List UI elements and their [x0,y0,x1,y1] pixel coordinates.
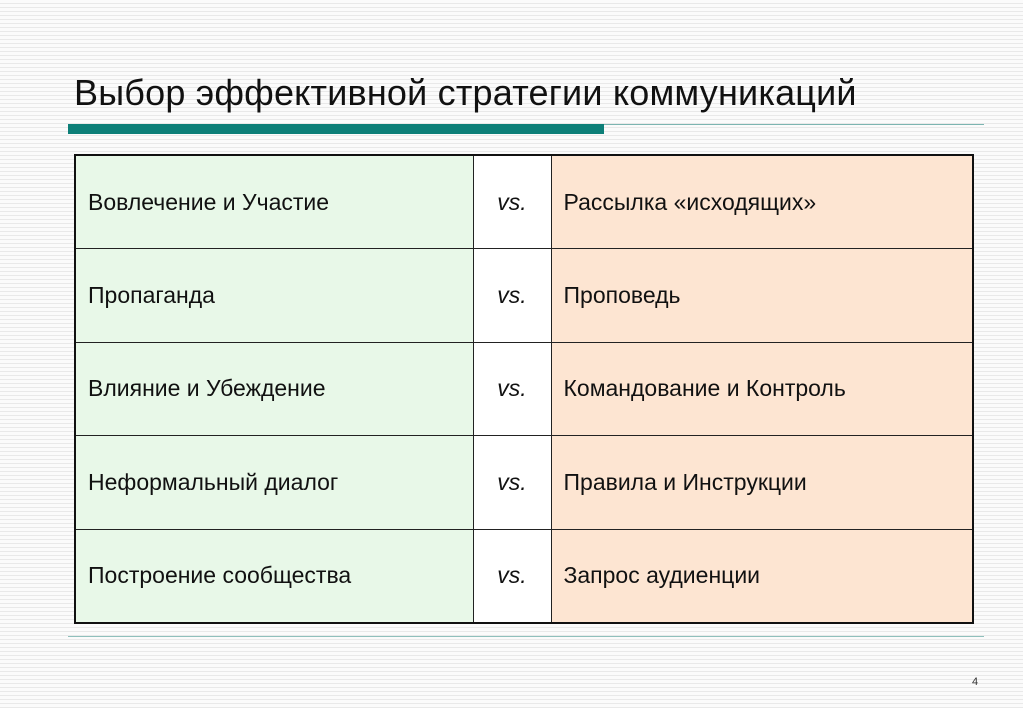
right-cell: Правила и Инструкции [551,436,973,530]
vs-cell: vs. [473,436,551,530]
left-cell: Неформальный диалог [75,436,473,530]
table-row [75,155,973,249]
vs-cell: vs. [473,529,551,623]
right-cell: Проповедь [551,249,973,343]
slide-title: Выбор эффективной стратегии коммуникаций [74,72,857,113]
left-cell: Пропаганда [75,249,473,343]
vs-cell: vs. [473,249,551,343]
table-row [75,249,973,343]
comparison-table [74,154,974,624]
left-cell: Построение сообщества [75,529,473,623]
right-cell: Рассылка «исходящих» [551,155,973,249]
vs-cell: vs. [473,155,551,249]
table-row [75,436,973,530]
footer-divider [68,636,984,637]
title-underline [604,124,984,125]
right-cell: Командование и Контроль [551,342,973,436]
left-cell: Вовлечение и Участие [75,155,473,249]
table-row [75,342,973,436]
left-cell: Влияние и Убеждение [75,342,473,436]
table-row [75,529,973,623]
title-accent-bar [68,124,604,134]
vs-cell: vs. [473,342,551,436]
page-number: 4 [972,676,979,688]
right-cell: Запрос аудиенции [551,529,973,623]
